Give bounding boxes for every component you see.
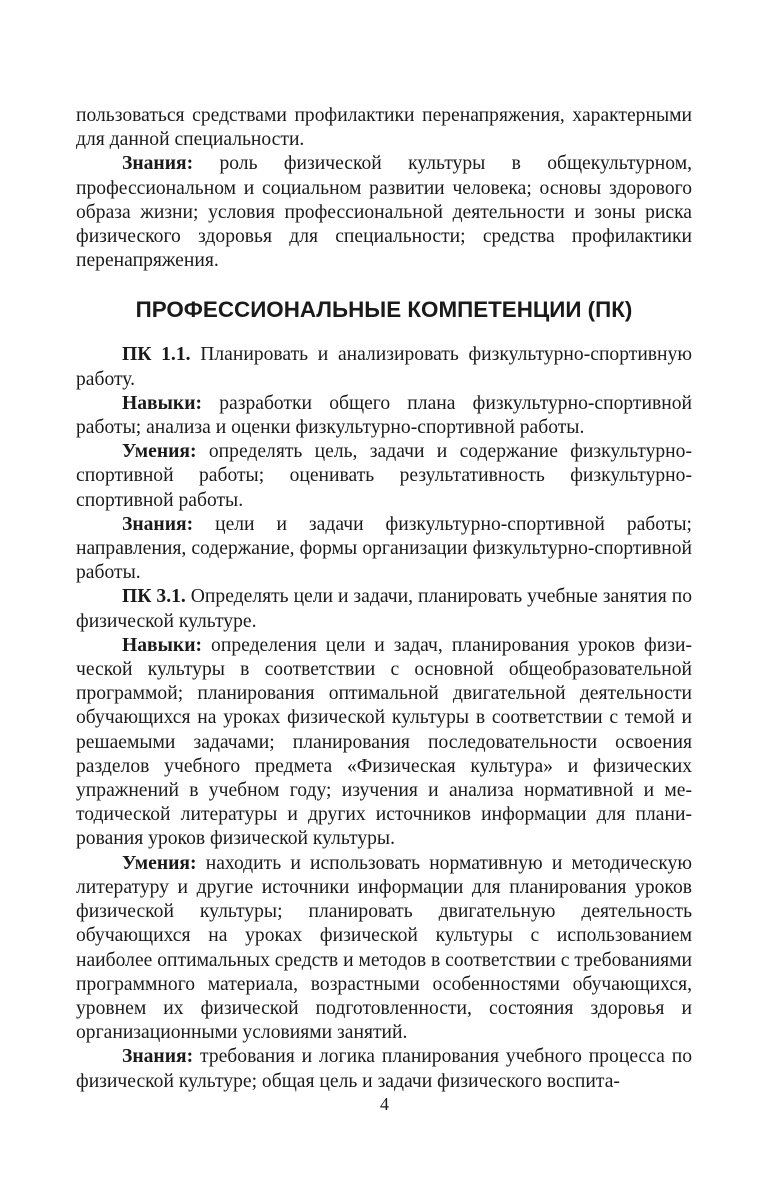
keyword-pk-1-1: ПК 1.1. <box>122 344 191 366</box>
paragraph-znaniya-1: Знания: цели и задачи физкультурно-спортивной работы; направления, содержание, формы организации физкультурно-спортивной работы. <box>76 513 692 584</box>
paragraph-continuation: пользоваться средствами профилактики перенапряжения, характерными для данной специальности. <box>76 105 692 151</box>
keyword-znaniya: Знания: <box>122 1046 194 1068</box>
section-heading: ПРОФЕССИОНАЛЬНЫЕ КОМПЕТЕНЦИИ (ПК) <box>135 297 633 323</box>
paragraph-pk-3-1: ПК 3.1. Определять цели и задачи, планировать учебные занятия по физической культуре. <box>76 586 692 632</box>
paragraph-navyki-1: Навыки: разработки общего плана физкультурно-спортивной работы; анализа и оценки физкультурно-спортивной работы. <box>76 392 692 439</box>
keyword-navyki: Навыки: <box>122 392 203 414</box>
paragraph-umeniya-1: Умения: определять цель, задачи и содержание физкультурно-спортивной работы; оценивать результативность физкультурно-спортивной работы. <box>76 441 692 511</box>
keyword-navyki: Навыки: <box>122 634 203 656</box>
keyword-umeniya: Умения: <box>122 441 197 463</box>
page-number: 4 <box>380 1094 389 1114</box>
keyword-znaniya: Знания: <box>122 513 194 535</box>
page-body <box>76 104 692 1094</box>
paragraph-umeniya-2: Умения: находить и использовать нормативную и методическую литературу и другие источники информации для планирования уроков физической культуры; планировать двигательную деятельность обучающихся на уроках физической культуры с использованием наиболее оптимальных средств и методов в соответствии с требованиями программного материала, возрастными особенностями обучающихся, уровнем их физической подготовленности, состояния здоровья и организационными условиями занятий. <box>76 852 692 1044</box>
keyword-znaniya: Знания: <box>122 153 194 175</box>
paragraph-znaniya-2: Знания: требования и логика планирования учебного процесса по физической культуре; общая цель и задачи физического воспита- <box>76 1046 692 1092</box>
paragraph-znaniya-general: Знания: роль физической культуры в общекультурном, профессиональном и социальном развитии человека; основы здорового образа жизни; условия профессиональной деятельности и зоны риска физического здоровья для специальности; средства профилактики перенапряжения. <box>76 153 692 272</box>
keyword-pk-3-1: ПК 3.1. <box>122 586 186 608</box>
keyword-umeniya: Умения: <box>122 852 197 874</box>
paragraph-navyki-2: Навыки: определения цели и задач, планирования уроков физической культуры в соответствии с основной общеобразовательной программой; планирования оптимальной двигательной деятельности обучающихся на уроках физической культуры в соответствии с темой и решаемыми задачами; планирования последовательности освоения разделов учебного предмета «Физическая культура» и физических упражнений в учебном году; изучения и анализа нормативной и методической литературы и других источников информации для планирования уроков физической культуры. <box>76 634 692 850</box>
paragraph-pk-1-1: ПК 1.1. Планировать и анализировать физкультурно-спортивную работу. <box>76 344 692 390</box>
